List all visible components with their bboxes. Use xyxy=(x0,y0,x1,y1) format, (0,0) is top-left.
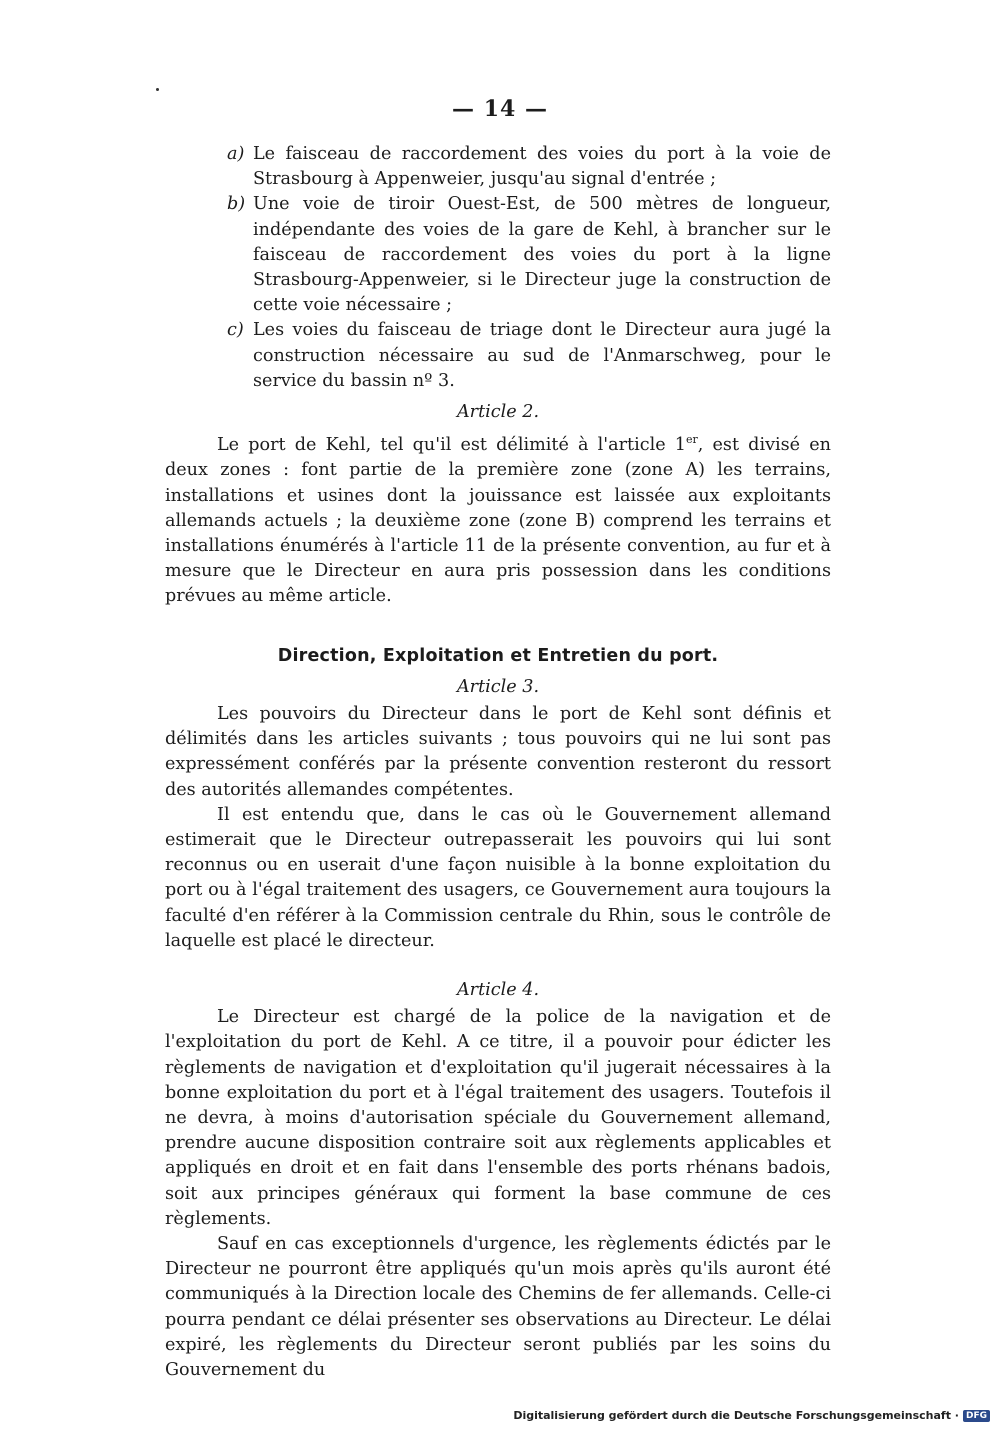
section-heading: Direction, Exploitation et Entretien du port. xyxy=(277,645,719,666)
superscript: er xyxy=(685,433,698,447)
article-4-title: Article 4. xyxy=(456,979,540,1000)
list xyxy=(165,142,831,394)
dfg-logo-icon: DFG xyxy=(963,1410,990,1422)
list-item-label: a) xyxy=(227,144,245,164)
page-number: — 14 — xyxy=(452,96,548,122)
page-content xyxy=(165,142,831,1383)
article-3-paragraph-1: Les pouvoirs du Directeur dans le port de Kehl sont définis et délimités dans les articles suivants ; tous pouvoirs qui ne lui sont pas expressément conférés par la présente convention resteront du ressort des autorités allemandes compétentes. xyxy=(165,703,831,800)
article-2-title: Article 2. xyxy=(456,402,540,423)
list-item-text: Une voie de tiroir Ouest-Est, de 500 mètres de longueur, indépendante des voies de la gare de Kehl, à brancher sur le faisceau de raccordement des voies du port à la ligne Strasbourg-Appenweier, si le Directeur juge la construction de cette voie nécessaire ; xyxy=(253,194,831,316)
article-3-title: Article 3. xyxy=(456,676,540,697)
scan-speck xyxy=(156,88,159,91)
article-4-paragraph-2: Sauf en cas exceptionnels d'urgence, les règlements édictés par le Directeur ne pourront être appliqués qu'un mois après qu'ils auront été communiqués à la Direction locale des Chemins de fer allemands. Celle-ci pourra pendant ce délai présenter ses observations au Directeur. Le délai expiré, les règlements du Directeur seront publiés par les soins du Gouvernement du xyxy=(165,1233,831,1380)
article-2-paragraph: Le port de Kehl, tel qu'il est délimité à l'article 1er, est divisé en deux zones : font partie de la première zone (zone A) les terrains, installations et usines dont la jouissance est laissée aux exploitants allemands actuels ; la deuxième zone (zone B) comprend les terrains et installations énumérés à l'article 11 de la présente convention, au fur et à mesure que le Directeur en aura pris possession dans les conditions prévues au même article. xyxy=(165,433,831,607)
list-item xyxy=(165,142,831,192)
list-item xyxy=(165,192,831,318)
list-item xyxy=(165,318,831,394)
list-item-label: b) xyxy=(227,194,246,215)
list-item-text: Le faisceau de raccordement des voies du port à la voie de Strasbourg à Appenweier, jusqu'au signal d'entrée ; xyxy=(253,144,831,190)
list-item-label: c) xyxy=(227,320,244,341)
article-4-paragraph-1: Le Directeur est chargé de la police de la navigation et de l'exploitation du port de Kehl. A ce titre, il a pouvoir pour édicter les règlements de navigation et d'exploitation qu'il jugerait nécessaires à la bonne exploitation du port et à l'égal traitement des usagers. Toutefois il ne devra, à moins d'autorisation spéciale du Gouvernement allemand, prendre aucune disposition contraire soit aux règlements applicables et appliqués en droit et en fait dans l'ensemble des ports rhénans badois, soit aux principes généraux qui forment la base commune de ces règlements. xyxy=(165,1007,831,1229)
footer-credit xyxy=(513,1409,990,1422)
article-3-paragraph-2: Il est entendu que, dans le cas où le Gouvernement allemand estimerait que le Directeur outrepasserait les pouvoirs qui lui sont reconnus ou en userait d'une façon nuisible à la bonne exploitation du port ou à l'égal traitement des usagers, ce Gouvernement aura toujours la faculté d'en référer à la Commission centrale du Rhin, sous le contrôle de laquelle est placé le directeur. xyxy=(165,804,831,951)
footer-text: Digitalisierung gefördert durch die Deutsche Forschungsgemeinschaft · xyxy=(513,1409,959,1422)
list-item-text: Les voies du faisceau de triage dont le Directeur aura jugé la construction nécessaire au sud de l'Anmarschweg, pour le service du bassin nº 3. xyxy=(253,320,831,391)
